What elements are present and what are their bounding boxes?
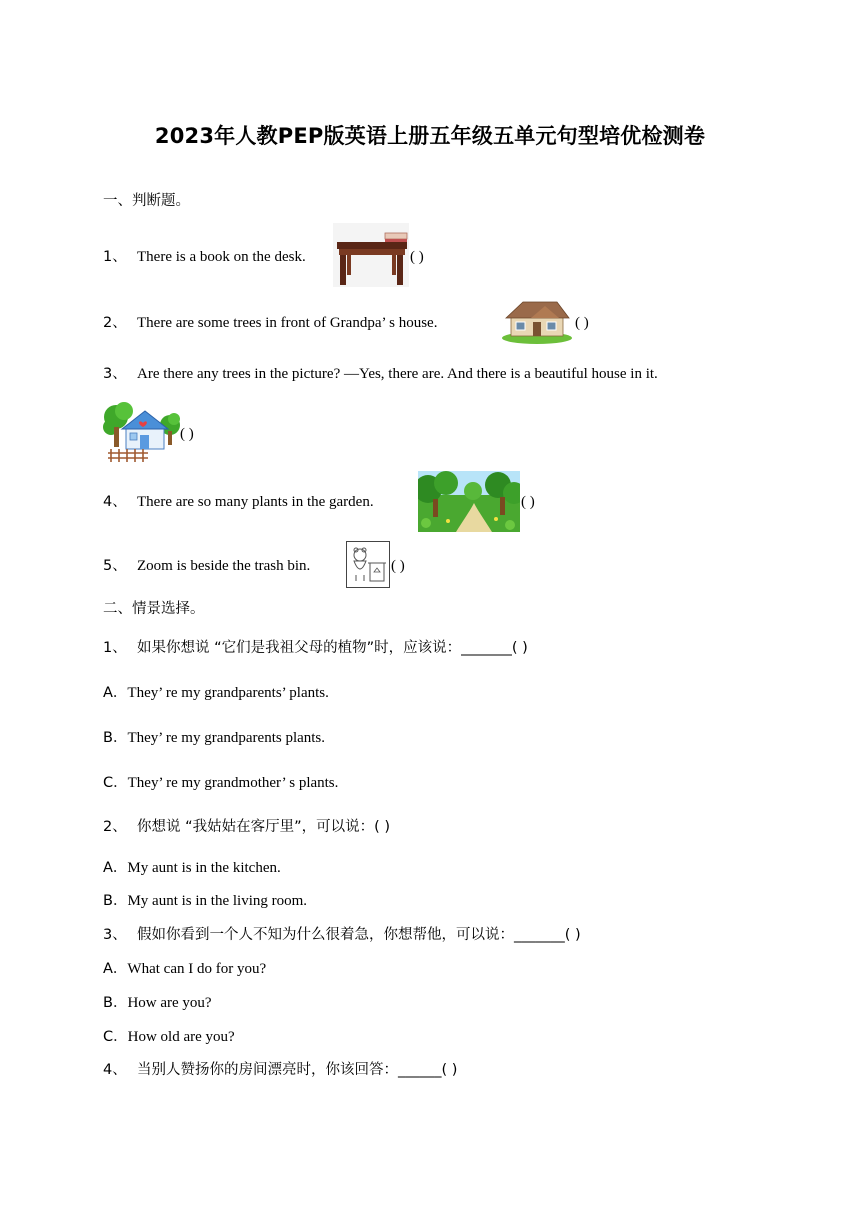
question-text: 当别人赞扬你的房间漂亮时，你该回答：______( ) [137,1062,458,1078]
option-3c[interactable] [103,1026,235,1048]
answer-blank-4[interactable]: ( ) [521,494,535,510]
option-letter: A． [103,860,128,876]
item-text: Zoom is beside the trash bin. [137,558,311,574]
zoom-trash-bin-image [346,541,390,588]
item-text: There is a book on the desk. [137,249,306,265]
item-number: 4、 [103,494,127,510]
item-text: There are some trees in front of Grandpa’ s house. [137,315,438,331]
question-text: 如果你想说 “它们是我祖父母的植物”时，应该说：_______( ) [137,640,528,656]
option-letter: C． [103,775,128,791]
scenario-question-4 [103,1059,457,1081]
option-1a[interactable] [103,682,329,704]
judgement-item-4 [103,491,374,513]
section-heading-judgement: 一、判断题。 [103,193,190,209]
scenario-question-2 [103,816,390,838]
option-text: They’ re my grandmother’ s plants. [127,775,339,791]
option-2b[interactable] [103,890,307,912]
item-text: There are so many plants in the garden. [137,494,374,510]
page-title: 2023年人教PEP版英语上册五年级五单元句型培优检测卷 [154,124,706,148]
item-number: 1、 [103,249,127,265]
question-number: 2、 [103,819,127,835]
question-number: 3、 [103,927,127,943]
answer-blank-5[interactable]: ( ) [391,558,405,574]
option-letter: C． [103,1029,128,1045]
judgement-item-5 [103,555,310,577]
option-text: What can I do for you? [127,961,267,977]
question-number: 4、 [103,1062,127,1078]
option-text: How old are you? [127,1029,235,1045]
garden-plants-image [418,471,520,532]
house-with-trees-image [102,401,182,463]
question-text: 你想说 “我姑姑在客厅里”，可以说：( ) [137,819,391,835]
answer-blank-1[interactable]: ( ) [410,249,424,265]
option-letter: A． [103,961,128,977]
option-text: My aunt is in the living room. [127,893,308,909]
option-3a[interactable] [103,958,266,980]
option-2a[interactable] [103,857,281,879]
option-text: My aunt is in the kitchen. [127,860,281,876]
item-number: 5、 [103,558,127,574]
option-text: They’ re my grandparents plants. [127,730,326,746]
item-text: Are there any trees in the picture? —Yes, there are. And there is a beautiful house in it. [137,366,658,382]
option-1c[interactable] [103,772,338,794]
judgement-item-1 [103,246,306,268]
option-letter: B． [103,893,128,909]
item-number: 3、 [103,366,127,382]
option-1b[interactable] [103,727,325,749]
judgement-item-3 [103,363,658,385]
option-letter: B． [103,730,128,746]
item-number: 2、 [103,315,127,331]
scenario-question-3 [103,924,581,946]
option-3b[interactable] [103,992,212,1014]
cottage-house-image [501,298,574,344]
question-number: 1、 [103,640,127,656]
option-text: How are you? [127,995,212,1011]
option-letter: A． [103,685,128,701]
answer-blank-2[interactable]: ( ) [575,315,589,331]
judgement-item-2 [103,312,437,334]
option-letter: B． [103,995,128,1011]
scenario-question-1 [103,637,528,659]
option-text: They’ re my grandparents’ plants. [127,685,329,701]
section-heading-scenario: 二、情景选择。 [103,601,205,617]
desk-with-book-image [333,223,409,287]
answer-blank-3[interactable]: ( ) [180,426,194,442]
question-text: 假如你看到一个人不知为什么很着急，你想帮他，可以说：_______( ) [137,927,581,943]
